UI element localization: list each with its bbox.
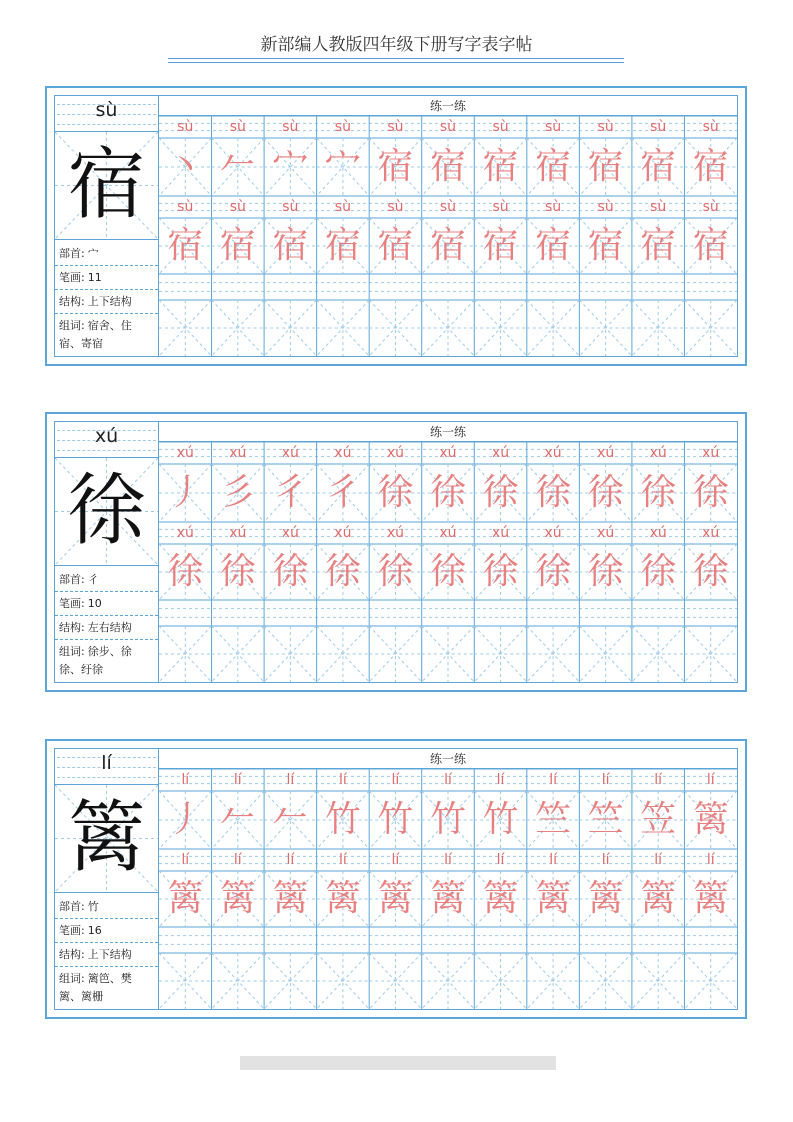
info-value: 10 <box>87 597 102 610</box>
stroke-order-character: 宀 <box>324 146 361 187</box>
trace-pinyin: sù <box>650 119 667 135</box>
character-card <box>45 412 747 692</box>
practice-header: 练一练 <box>159 749 737 769</box>
pinyin-box <box>55 96 158 132</box>
stroke-order-character: 宀 <box>272 146 309 187</box>
info-label: 结构: <box>59 295 85 308</box>
trace-pinyin: lí <box>181 852 190 868</box>
trace-character: 宿 <box>219 225 256 266</box>
trace-character: 篱 <box>167 878 204 919</box>
trace-character: 宿 <box>377 225 414 266</box>
info-label: 组词: <box>59 319 85 332</box>
trace-pinyin: sù <box>282 199 299 215</box>
trace-character: 宿 <box>482 225 519 266</box>
info-label: 结构: <box>59 621 85 634</box>
trace-pinyin: lí <box>339 852 347 868</box>
trace-character: 篱 <box>692 878 729 919</box>
stroke-order-character: 彳 <box>324 472 361 513</box>
info-value: 竹 <box>87 900 99 913</box>
blurred-footer <box>240 1056 556 1070</box>
trace-pinyin: lí <box>654 852 663 868</box>
stroke-count-row <box>55 919 158 943</box>
structure-row <box>55 290 158 314</box>
trace-pinyin: sù <box>597 199 614 215</box>
info-value: 宀 <box>87 247 99 260</box>
stroke-order-character: 徐 <box>692 472 729 513</box>
trace-pinyin: xú <box>281 445 299 461</box>
words-line-2: 宿、寄宿 <box>59 337 103 350</box>
stroke-order-character: 竹 <box>377 799 414 840</box>
stroke-count-row <box>55 266 158 290</box>
info-value: 11 <box>87 271 102 284</box>
trace-character: 宿 <box>167 225 204 266</box>
trace-character: 宿 <box>640 225 677 266</box>
character-pinyin: lí <box>101 752 112 774</box>
info-value: 上下结构 <box>87 295 132 308</box>
stroke-order-character: 𠂉 <box>219 146 256 187</box>
character-card <box>45 86 747 366</box>
trace-character: 篱 <box>219 878 256 919</box>
trace-pinyin: xú <box>229 525 247 541</box>
trace-character: 徐 <box>692 551 729 592</box>
trace-pinyin: lí <box>444 772 452 788</box>
trace-pinyin: xú <box>649 525 667 541</box>
trace-pinyin: xú <box>702 445 720 461</box>
trace-pinyin: xú <box>491 525 510 541</box>
trace-character: 篱 <box>429 878 466 919</box>
trace-pinyin: sù <box>229 119 246 135</box>
trace-character: 徐 <box>640 551 677 592</box>
info-label: 部首: <box>59 247 85 260</box>
trace-pinyin: xú <box>544 445 562 461</box>
trace-pinyin: lí <box>181 772 190 788</box>
trace-pinyin: xú <box>597 525 615 541</box>
trace-character: 篱 <box>324 878 361 919</box>
trace-pinyin: lí <box>391 852 400 868</box>
card-inner-frame <box>54 421 738 683</box>
words-line-1: 徐步、徐 <box>87 645 132 658</box>
trace-character: 徐 <box>587 551 624 592</box>
trace-character: 徐 <box>482 551 519 592</box>
stroke-order-character: 宿 <box>535 146 572 187</box>
stroke-count-row <box>55 592 158 616</box>
stroke-order-character: 彡 <box>219 472 256 513</box>
trace-character: 宿 <box>272 225 309 266</box>
trace-pinyin: sù <box>282 119 299 135</box>
trace-pinyin: xú <box>439 525 457 541</box>
trace-pinyin: lí <box>549 852 557 868</box>
trace-pinyin: lí <box>233 852 242 868</box>
structure-row <box>55 943 158 967</box>
trace-pinyin: lí <box>391 772 400 788</box>
trace-pinyin: lí <box>286 852 295 868</box>
trace-character: 宿 <box>429 225 466 266</box>
info-label: 组词: <box>59 645 85 658</box>
practice-header: 练一练 <box>159 422 737 442</box>
radical-row <box>55 242 158 266</box>
trace-pinyin: sù <box>387 199 404 215</box>
title-divider <box>168 58 624 59</box>
trace-pinyin: lí <box>601 852 610 868</box>
stroke-order-character: 宿 <box>692 146 729 187</box>
info-value: 左右结构 <box>87 621 132 634</box>
trace-pinyin: sù <box>177 119 194 135</box>
stroke-order-character: 丶 <box>167 146 204 187</box>
trace-pinyin: xú <box>229 445 247 461</box>
trace-pinyin: lí <box>496 852 505 868</box>
stroke-order-character: 竹 <box>429 799 466 840</box>
trace-character: 徐 <box>324 551 361 592</box>
stroke-order-character: 宿 <box>640 146 677 187</box>
trace-character: 徐 <box>535 551 572 592</box>
info-label: 结构: <box>59 948 85 961</box>
character-pinyin: sù <box>95 99 118 121</box>
stroke-order-character: 徐 <box>429 472 466 513</box>
card-inner-frame <box>54 95 738 357</box>
stroke-order-character: 竺 <box>587 799 624 840</box>
practice-grid <box>159 116 737 356</box>
character-info-panel <box>55 96 159 356</box>
main-character: 徐 <box>67 466 146 556</box>
word-examples <box>55 970 158 1006</box>
trace-pinyin: lí <box>233 772 242 788</box>
trace-character: 徐 <box>167 551 204 592</box>
stroke-order-character: 竺 <box>535 799 572 840</box>
trace-pinyin: sù <box>702 119 719 135</box>
main-character: 篱 <box>67 793 146 883</box>
trace-pinyin: xú <box>176 525 194 541</box>
stroke-order-character: 篱 <box>692 799 729 840</box>
trace-character: 徐 <box>377 551 414 592</box>
practice-grid <box>159 769 737 1009</box>
trace-pinyin: sù <box>492 199 509 215</box>
trace-character: 徐 <box>219 551 256 592</box>
stroke-order-character: 笠 <box>640 799 677 840</box>
stroke-order-character: 𠂉 <box>272 799 309 840</box>
info-value: 上下结构 <box>87 948 132 961</box>
words-line-1: 宿舍、住 <box>87 319 132 332</box>
character-info-panel <box>55 422 159 682</box>
character-pinyin: xú <box>94 425 119 447</box>
trace-pinyin: lí <box>601 772 610 788</box>
trace-pinyin: lí <box>654 772 663 788</box>
stroke-order-character: 徐 <box>640 472 677 513</box>
title-divider <box>168 62 624 63</box>
trace-pinyin: lí <box>286 772 295 788</box>
trace-pinyin: sù <box>229 199 246 215</box>
info-label: 部首: <box>59 900 85 913</box>
trace-pinyin: xú <box>439 445 457 461</box>
info-value: 16 <box>87 924 102 937</box>
trace-pinyin: sù <box>334 199 351 215</box>
trace-character: 篱 <box>272 878 309 919</box>
main-character: 宿 <box>67 140 146 230</box>
trace-pinyin: lí <box>496 772 505 788</box>
trace-character: 宿 <box>535 225 572 266</box>
trace-pinyin: sù <box>544 199 562 215</box>
stroke-order-character: 宿 <box>429 146 466 187</box>
trace-pinyin: sù <box>387 119 404 135</box>
trace-character: 徐 <box>429 551 466 592</box>
pinyin-box <box>55 422 158 458</box>
radical-row <box>55 568 158 592</box>
practice-header: 练一练 <box>159 96 737 116</box>
info-label: 笔画: <box>59 924 85 937</box>
trace-pinyin: sù <box>544 119 562 135</box>
info-value: 彳 <box>87 573 99 586</box>
trace-pinyin: sù <box>492 119 509 135</box>
trace-pinyin: xú <box>544 525 562 541</box>
stroke-order-character: 徐 <box>377 472 414 513</box>
trace-pinyin: xú <box>386 445 405 461</box>
trace-character: 篱 <box>535 878 572 919</box>
trace-pinyin: xú <box>386 525 405 541</box>
word-examples <box>55 317 158 353</box>
words-line-2: 徐、纡徐 <box>59 663 103 676</box>
trace-pinyin: sù <box>650 199 667 215</box>
trace-pinyin: lí <box>706 772 715 788</box>
structure-row <box>55 616 158 640</box>
trace-pinyin: sù <box>702 199 719 215</box>
practice-grid <box>159 442 737 682</box>
trace-pinyin: sù <box>177 199 194 215</box>
pinyin-box <box>55 749 158 785</box>
info-label: 组词: <box>59 972 85 985</box>
trace-pinyin: xú <box>702 525 720 541</box>
trace-pinyin: xú <box>649 445 667 461</box>
stroke-order-character: 丿 <box>167 472 204 513</box>
stroke-order-character: 竹 <box>324 799 361 840</box>
trace-pinyin: xú <box>334 525 352 541</box>
word-examples <box>55 643 158 679</box>
trace-character: 宿 <box>324 225 361 266</box>
main-character-box <box>55 785 158 893</box>
stroke-order-character: 徐 <box>587 472 624 513</box>
character-info-panel <box>55 749 159 1009</box>
trace-pinyin: sù <box>597 119 614 135</box>
stroke-order-character: 丿 <box>167 799 204 840</box>
trace-character: 篱 <box>587 878 624 919</box>
stroke-order-character: 𠂉 <box>219 799 256 840</box>
trace-pinyin: lí <box>339 772 347 788</box>
stroke-order-character: 宿 <box>377 146 414 187</box>
radical-row <box>55 895 158 919</box>
words-line-1: 篱笆、樊 <box>87 972 132 985</box>
stroke-order-character: 宿 <box>482 146 519 187</box>
character-card <box>45 739 747 1019</box>
trace-pinyin: xú <box>281 525 299 541</box>
main-character-box <box>55 458 158 566</box>
trace-character: 宿 <box>692 225 729 266</box>
trace-pinyin: lí <box>444 852 452 868</box>
info-label: 笔画: <box>59 597 85 610</box>
trace-pinyin: sù <box>439 119 457 135</box>
info-label: 笔画: <box>59 271 85 284</box>
trace-pinyin: sù <box>439 199 457 215</box>
trace-character: 篱 <box>640 878 677 919</box>
stroke-order-character: 徐 <box>535 472 572 513</box>
trace-pinyin: sù <box>334 119 351 135</box>
stroke-order-character: 宿 <box>587 146 624 187</box>
page-title: 新部编人教版四年级下册写字表字帖 <box>260 35 533 55</box>
trace-pinyin: xú <box>491 445 510 461</box>
trace-pinyin: xú <box>334 445 352 461</box>
trace-character: 徐 <box>272 551 309 592</box>
words-line-2: 篱、篱栅 <box>59 990 103 1003</box>
trace-pinyin: xú <box>176 445 194 461</box>
stroke-order-character: 竹 <box>482 799 519 840</box>
trace-pinyin: lí <box>549 772 557 788</box>
trace-character: 篱 <box>482 878 519 919</box>
trace-character: 篱 <box>377 878 414 919</box>
info-label: 部首: <box>59 573 85 586</box>
main-character-box <box>55 132 158 240</box>
trace-pinyin: lí <box>706 852 715 868</box>
stroke-order-character: 彳 <box>272 472 309 513</box>
trace-pinyin: xú <box>597 445 615 461</box>
card-inner-frame <box>54 748 738 1010</box>
stroke-order-character: 徐 <box>482 472 519 513</box>
trace-character: 宿 <box>587 225 624 266</box>
